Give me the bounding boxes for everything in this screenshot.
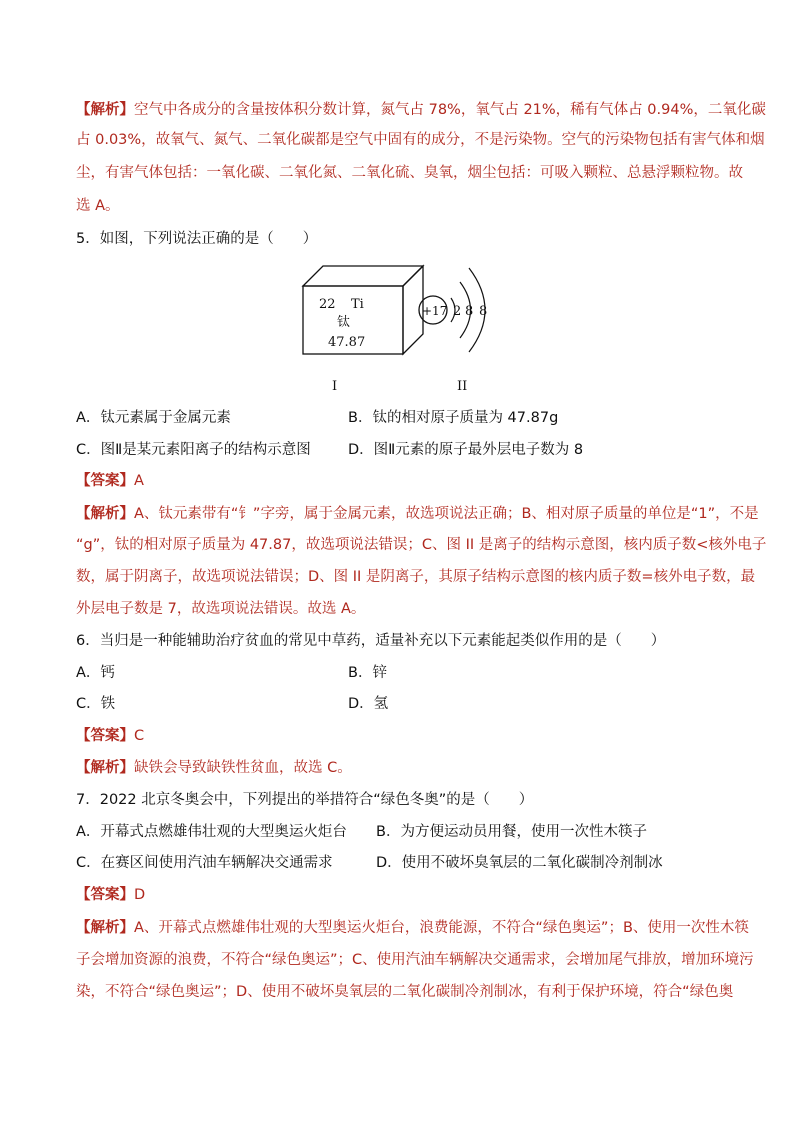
option-d: D．图Ⅱ元素的原子最外层电子数为 8 bbox=[348, 442, 584, 458]
analysis-line: 外层电子数是 7，故选项说法错误。故选 A。 bbox=[76, 601, 366, 617]
option-c: C．图Ⅱ是某元素阳离子的结构示意图 bbox=[76, 442, 311, 458]
analysis-line: 选 A。 bbox=[76, 198, 120, 214]
shell-count-1: 2 bbox=[453, 304, 462, 319]
ion-structure-diagram bbox=[419, 268, 487, 352]
option-b: B．钛的相对原子质量为 47.87g bbox=[348, 410, 559, 426]
question-7-stem: 7．2022 北京冬奥会中，下列提出的举措符合“绿色冬奥”的是（ ） bbox=[76, 792, 534, 808]
answer-value: D bbox=[134, 887, 146, 903]
shell-count-2: 8 bbox=[465, 304, 474, 319]
element-symbol: Ti bbox=[351, 297, 364, 312]
option-c: C．铁 bbox=[76, 696, 116, 712]
element-cell-cube bbox=[303, 266, 423, 354]
option-b: B．为方便运动员用餐，使用一次性木筷子 bbox=[376, 824, 647, 840]
question-5-stem: 5．如图，下列说法正确的是（ ） bbox=[76, 231, 318, 247]
question-6-stem: 6．当归是一种能辅助治疗贫血的常见中草药，适量补充以下元素能起类似作用的是（ ） bbox=[76, 633, 666, 649]
answer-value: A bbox=[134, 473, 144, 489]
analysis-line: 染，不符合“绿色奥运”；D、使用不破坏臭氧层的二氧化碳制冷剂制冰，有利于保护环境，符合“绿色奥 bbox=[76, 984, 734, 1000]
option-d: D．使用不破坏臭氧层的二氧化碳制冷剂制冰 bbox=[376, 855, 663, 871]
atomic-mass: 47.87 bbox=[328, 335, 366, 350]
option-a: A．钙 bbox=[76, 665, 115, 681]
element-name: 钛 bbox=[337, 315, 351, 330]
analysis-line: 【解析】空气中各成分的含量按体积分数计算，氮气占 78%，氧气占 21%，稀有气体占 0.94%，二氧化碳 bbox=[76, 102, 766, 118]
answer-line: 【答案】D bbox=[76, 887, 146, 903]
analysis-line: 【解析】A、钛元素带有“钅”字旁，属于金属元素，故选项说法正确；B、相对原子质量的单位是“1”，不是 bbox=[76, 506, 759, 522]
analysis-line: “g”，钛的相对原子质量为 47.87，故选项说法错误；C、图 II 是离子的结构示意图，核内质子数<核外电子 bbox=[76, 537, 767, 553]
analysis-line: 数，属于阴离子，故选项说法错误；D、图 II 是阴离子，其原子结构示意图的核内质子数=核外电子数，最 bbox=[76, 569, 756, 585]
nuclear-charge: +17 bbox=[422, 304, 448, 318]
option-c: C．在赛区间使用汽油车辆解决交通需求 bbox=[76, 855, 333, 871]
analysis-line: 【解析】缺铁会导致缺铁性贫血，故选 C。 bbox=[76, 760, 352, 776]
option-a: A．钛元素属于金属元素 bbox=[76, 410, 231, 426]
option-a: A．开幕式点燃雄伟壮观的大型奥运火炬台 bbox=[76, 824, 347, 840]
analysis-line: 子会增加资源的浪费，不符合“绿色奥运”；C、使用汽油车辆解决交通需求，会增加尾气排放，增加环境污 bbox=[76, 952, 754, 968]
shell-count-3: 8 bbox=[479, 304, 488, 319]
atomic-number: 22 bbox=[319, 297, 336, 312]
analysis-line: 【解析】A、开幕式点燃雄伟壮观的大型奥运火炬台，浪费能源，不符合“绿色奥运”；B、使用一次性木筷 bbox=[76, 920, 749, 936]
figure-label-2: II bbox=[457, 379, 468, 394]
element-figure bbox=[295, 258, 535, 398]
answer-value: C bbox=[134, 728, 145, 744]
figure-label-1: I bbox=[332, 379, 338, 394]
answer-line: 【答案】C bbox=[76, 728, 145, 744]
analysis-line: 占 0.03%，故氧气、氮气、二氧化碳都是空气中固有的成分，不是污染物。空气的污染物包括有害气体和烟 bbox=[76, 132, 765, 148]
answer-line: 【答案】A bbox=[76, 473, 144, 489]
analysis-line: 尘，有害气体包括：一氧化碳、二氧化氮、二氧化硫、臭氧，烟尘包括：可吸入颗粒、总悬浮颗粒物。故 bbox=[76, 165, 743, 181]
option-d: D．氢 bbox=[348, 696, 389, 712]
option-b: B．锌 bbox=[348, 665, 387, 681]
